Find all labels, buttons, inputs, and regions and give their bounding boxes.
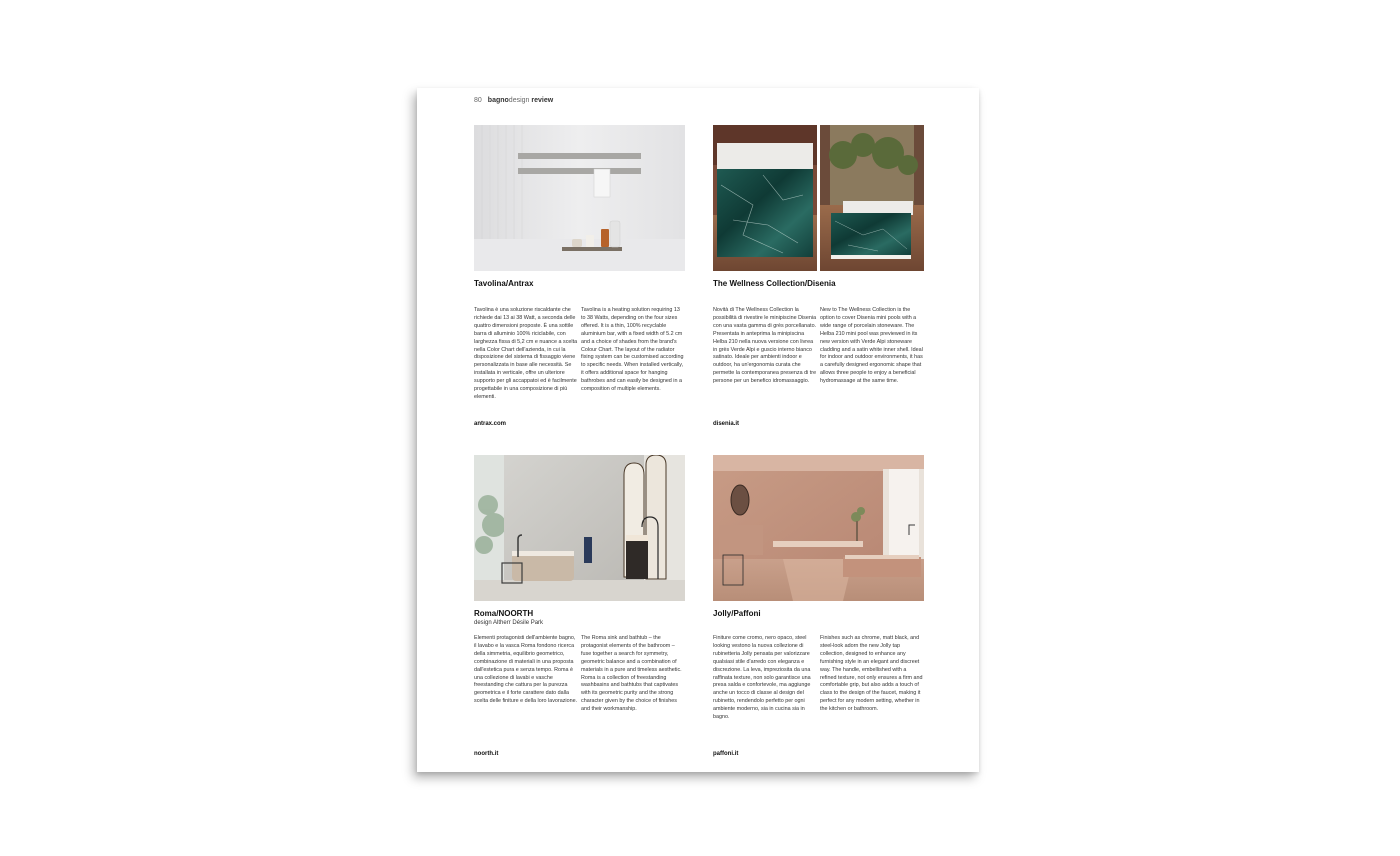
page-number: 80 bbox=[474, 97, 482, 104]
page-header bbox=[474, 97, 553, 104]
brand-name-light: design bbox=[508, 97, 530, 104]
article-url[interactable]: noorth.it bbox=[474, 751, 499, 757]
article-text-english: The Roma sink and bathtub – the protagonist elements of the bathroom – fuse together a search for symmetry, geometric balance and a combination of materials in a pure and timeless aesthetic. Roma is a collection of freestanding washbasins and bathtubs that captivates with its geometric purity and the strong character given by the choice of finishes and their workmanship. bbox=[581, 635, 682, 713]
article-url[interactable]: paffoni.it bbox=[713, 751, 739, 757]
brand-name-bold: bagno bbox=[487, 97, 509, 104]
article-title: The Wellness Collection/Disenia bbox=[713, 279, 836, 288]
article-text-english: Finishes such as chrome, matt black, and steel-look adorn the new Jolly tap collection, designed to enhance any furnishing style in an elegant and discreet way. The handle, embellished with a refined texture, not only ensures a firm and comfortable grip, but also adds a touch of class to the design of the faucet, making it perfect for any modern setting, whether in the kitchen or bathroom. bbox=[820, 635, 923, 713]
article-tavolina bbox=[474, 125, 685, 435]
article-wellness-collection bbox=[713, 125, 924, 435]
magazine-page bbox=[417, 88, 979, 772]
article-text-italian: Elementi protagonisti dell'ambiente bagno, il lavabo e la vasca Roma fondono ricerca della simmetria, equilibrio geometrico, combinazione di materiali in una proposta dall'estetica pura e senza tempo. Roma è una collezione di lavabi e vasche freestanding che cattura per la purezza geometrica e il forte carattere dato dalla scelta delle finiture e della loro lavorazione. bbox=[474, 635, 578, 705]
article-title: Roma/NOORTH bbox=[474, 609, 534, 618]
article-text-italian: Novità di The Wellness Collection la possibilità di rivestire le minipiscine Disenia con una vasta gamma di grès porcellanato. Presentata in anteprima la minipiscina Helba 210 nella nuova versione con livrea in grès Verde Alpi e guscio interno bianco satinato. Ideale per ambienti indoor e outdoor, ha un'ergonomia curata che permette la contemporanea presenza di tre persone per un benefico idromassaggio. bbox=[713, 307, 817, 385]
article-jolly bbox=[713, 455, 924, 763]
article-design-credit: design Altherr Désile Park bbox=[474, 620, 544, 626]
article-url[interactable]: disenia.it bbox=[713, 421, 740, 427]
disenia-photo bbox=[713, 125, 924, 271]
article-text-italian: Tavolina è una soluzione riscaldante che richiede dai 13 ai 38 Watt, a seconda delle quattro dimensioni proposte. È una sottile barra di alluminio 100% riciclabile, con larghezza fissa di 5,2 cm e nuance a scelta nella Color Chart dell'azienda, in cui la disposizione del sistema di fissaggio viene personalizzata in base alle necessità. Se installata in verticale, offre un ulteriore supporto per gli accappatoi ed è facilmente progettabile in una composizione di più elementi. bbox=[474, 307, 578, 400]
roma-photo bbox=[474, 455, 685, 601]
article-text-english: New to The Wellness Collection is the option to cover Disenia mini pools with a wide range of porcelain stoneware. The Helba 210 mini pool was previewed in its new version with Verde Alpi stoneware cladding and a satin white inner shell. Ideal for indoor and outdoor environments, it has a carefully designed ergonomic shape that allows three people to enjoy a beneficial hydromassage at the same time. bbox=[820, 307, 923, 385]
tavolina-photo bbox=[474, 125, 685, 271]
article-url[interactable]: antrax.com bbox=[474, 421, 507, 427]
article-title: Tavolina/Antrax bbox=[474, 279, 534, 288]
paffoni-photo bbox=[713, 455, 924, 601]
article-text-italian: Finiture come cromo, nero opaco, steel looking vestono la nuova collezione di rubinetteria Jolly pensata per valorizzare qualsiasi stile d'arredo con eleganza e discrezione. La leva, impreziosita da una raffinata texture, non solo garantisce una presa salda e confortevole, ma aggiunge anche un tocco di classe al design del rubinetto, rendendolo perfetto per ogni ambiente moderno, sia in cucina sia in bagno. bbox=[713, 635, 811, 721]
article-text-english: Tavolina is a heating solution requiring 13 to 38 Watts, depending on the four sizes offered. It is a thin, 100% recyclable aluminium bar, with a fixed width of 5.2 cm and a choice of shades from the brand's Colour Chart. The layout of the radiator fixing system can be customised according to specific needs. When installed vertically, it offers additional space for hanging bathrobes and can easily be designed in a composition of multiple elements. bbox=[581, 307, 684, 393]
article-title: Jolly/Paffoni bbox=[713, 609, 761, 618]
brand-section: review bbox=[531, 97, 554, 104]
article-roma bbox=[474, 455, 685, 763]
